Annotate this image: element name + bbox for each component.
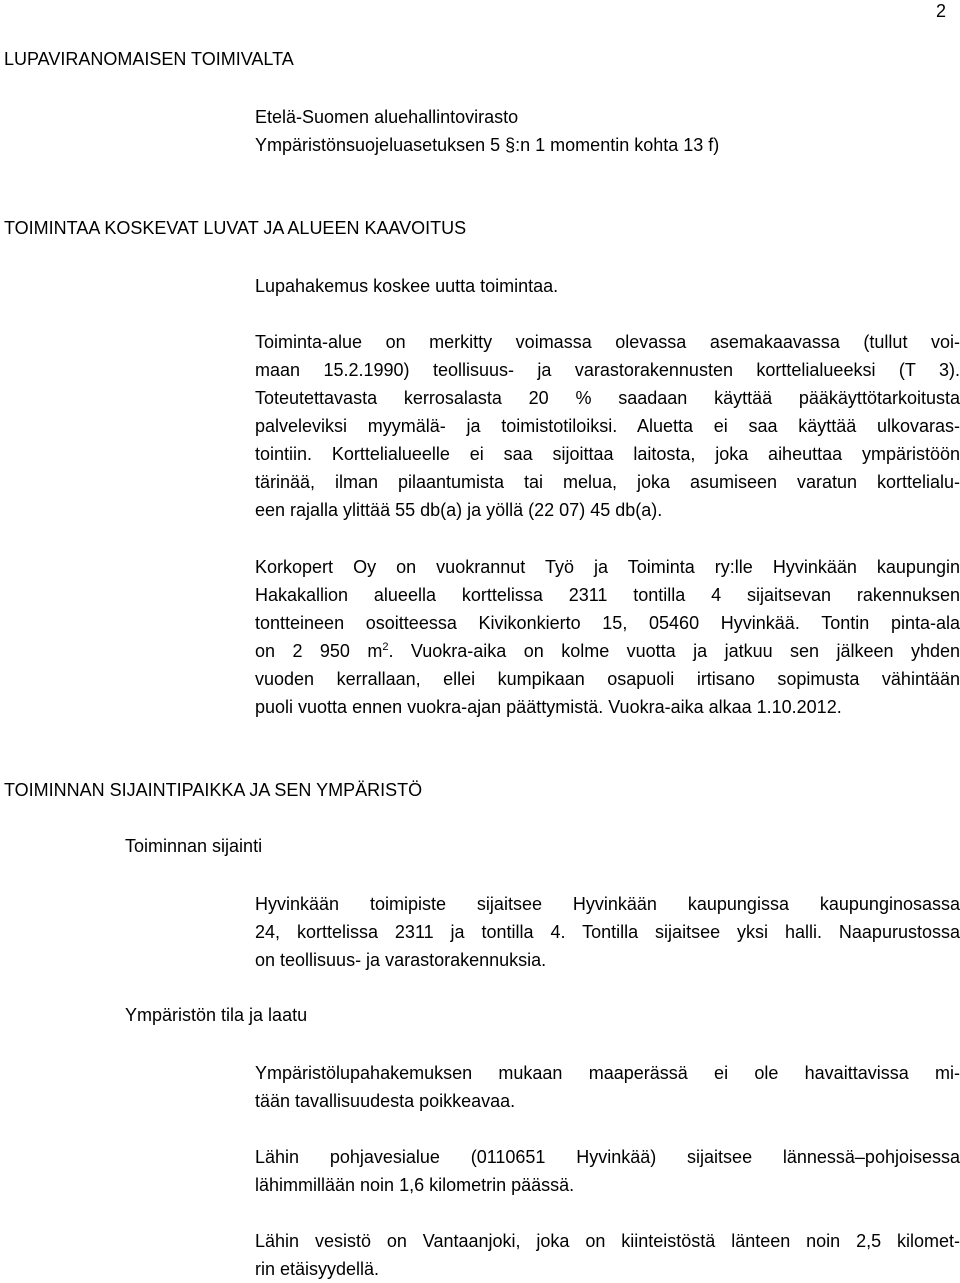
- text-line: Hakakallion alueella korttelissa 2311 tontilla 4 sijaitsevan rakennuksen: [255, 581, 960, 609]
- paragraph-location: [255, 890, 960, 974]
- text-line: tointiin. Korttelialueelle ei saa sijoittaa laitosta, joka aiheuttaa ympäristöön: [255, 440, 960, 468]
- text-line: Ympäristönsuojeluasetuksen 5 §:n 1 momentin kohta 13 f): [255, 131, 960, 159]
- text-line: tään tavallisuudesta poikkeavaa.: [255, 1087, 960, 1115]
- text-line: Lähin vesistö on Vantaanjoki, joka on kiinteistöstä länteen noin 2,5 kilomet-: [255, 1227, 960, 1255]
- superscript: 2: [382, 641, 388, 653]
- text-line: een rajalla ylittää 55 db(a) ja yöllä (22 07) 45 db(a).: [255, 496, 960, 524]
- text-line: on teollisuus- ja varastorakennuksia.: [255, 946, 960, 974]
- text-line: palveleviksi myymälä- ja toimistotiloiksi. Aluetta ei saa käyttää ulkovaras-: [255, 412, 960, 440]
- paragraph-zoning: [255, 328, 960, 524]
- permit-authority-text: [255, 103, 960, 159]
- text-line: tärinää, ilman pilaantumista tai melua, joka asumiseen varatun korttelialu-: [255, 468, 960, 496]
- text-line: Toteutettavasta kerrosalasta 20 % saadaan käyttää pääkäyttötarkoitusta: [255, 384, 960, 412]
- text-line: Etelä-Suomen aluehallintovirasto: [255, 103, 960, 131]
- text-segment: . Vuokra-aika on kolme vuotta ja jatkuu sen jälkeen yhden: [389, 641, 960, 661]
- paragraph-lease: [255, 553, 960, 721]
- paragraph-soil: [255, 1059, 960, 1115]
- text-line: rin etäisyydellä.: [255, 1255, 960, 1283]
- subheading-location: Toiminnan sijainti: [125, 835, 262, 857]
- text-line: vuoden kerrallaan, ellei kumpikaan osapuoli irtisano sopimusta vähintään: [255, 665, 960, 693]
- text-line: lähimmillään noin 1,6 kilometrin päässä.: [255, 1171, 960, 1199]
- text-line: Korkopert Oy on vuokrannut Työ ja Toiminta ry:lle Hyvinkään kaupungin: [255, 553, 960, 581]
- section-heading-location: TOIMINNAN SIJAINTIPAIKKA JA SEN YMPÄRISTÖ: [4, 779, 422, 801]
- text-line: [255, 637, 960, 665]
- text-line: 24, korttelissa 2311 ja tontilla 4. Tontilla sijaitsee yksi halli. Naapurustossa: [255, 918, 960, 946]
- text-segment: on 2 950 m: [255, 641, 382, 661]
- text-line: Lupahakemus koskee uutta toimintaa.: [255, 272, 960, 300]
- text-line: maan 15.2.1990) teollisuus- ja varastorakennusten korttelialueeksi (T 3).: [255, 356, 960, 384]
- text-line: Hyvinkään toimipiste sijaitsee Hyvinkään kaupungissa kaupunginosassa: [255, 890, 960, 918]
- subheading-environment: Ympäristön tila ja laatu: [125, 1004, 307, 1026]
- text-line: Lähin pohjavesialue (0110651 Hyvinkää) sijaitsee lännessä–pohjoisessa: [255, 1143, 960, 1171]
- text-line: Toiminta-alue on merkitty voimassa olevassa asemakaavassa (tullut voi-: [255, 328, 960, 356]
- section-heading-permits-and-zoning: TOIMINTAA KOSKEVAT LUVAT JA ALUEEN KAAVOITUS: [4, 217, 466, 239]
- paragraph-new-activity: [255, 272, 960, 300]
- section-heading-permit-authority: LUPAVIRANOMAISEN TOIMIVALTA: [4, 48, 294, 70]
- text-line: Ympäristölupahakemuksen mukaan maaperässä ei ole havaittavissa mi-: [255, 1059, 960, 1087]
- text-line: puoli vuotta ennen vuokra-ajan päättymistä. Vuokra-aika alkaa 1.10.2012.: [255, 693, 960, 721]
- paragraph-groundwater: [255, 1143, 960, 1199]
- page-number: 2: [936, 0, 946, 22]
- paragraph-waterbody: [255, 1227, 960, 1283]
- text-line: tontteineen osoitteessa Kivikonkierto 15, 05460 Hyvinkää. Tontin pinta-ala: [255, 609, 960, 637]
